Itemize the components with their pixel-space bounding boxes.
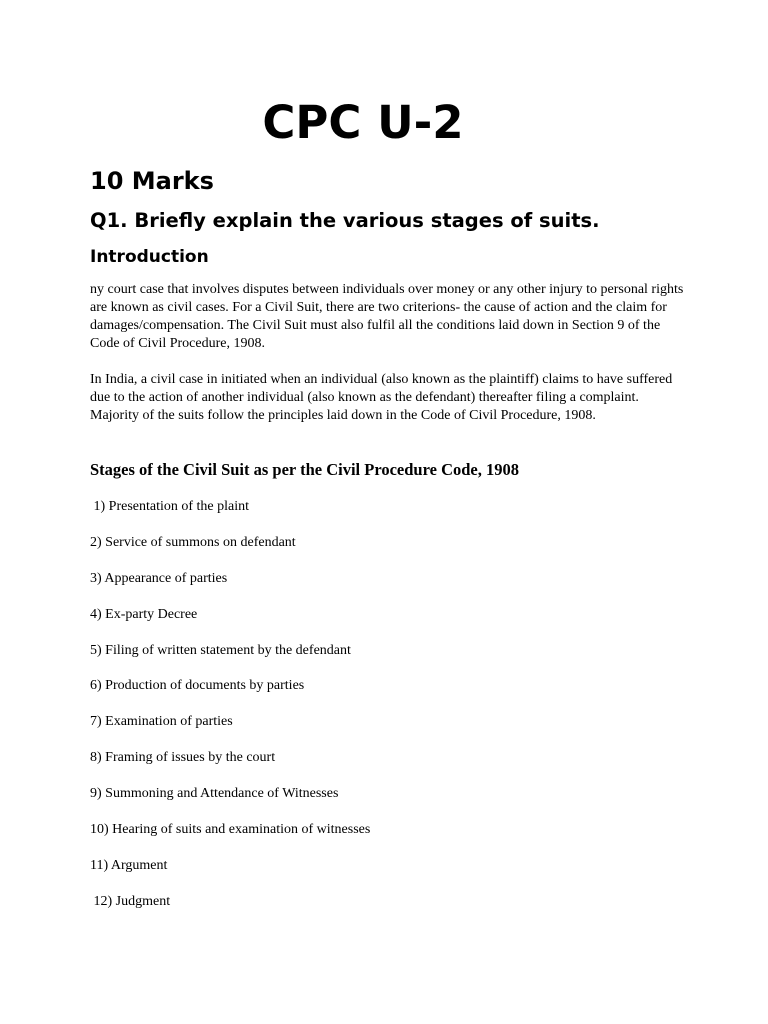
stage-item-1: 1) Presentation of the plaint (90, 499, 250, 514)
stage-item-3: 3) Appearance of parties (90, 570, 228, 586)
marks-heading: 10 Marks (90, 167, 214, 195)
stages-list (90, 497, 370, 928)
document-title: CPC U-2 (262, 96, 464, 149)
introduction-heading: Introduction (90, 247, 209, 267)
question-heading: Q1. Briefly explain the various stages of suits. (90, 209, 600, 232)
stages-heading: Stages of the Civil Suit as per the Civil Procedure Code, 1908 (90, 460, 519, 479)
stage-item-12: 12) Judgment (90, 893, 171, 909)
stage-item-2: 2) Service of summons on defendant (90, 534, 296, 550)
stage-item-9: 9) Summoning and Attendance of Witnesses (90, 786, 339, 802)
stage-item-10: 10) Hearing of suits and examination of witnesses (90, 822, 371, 838)
stage-item-4: 4) Ex-party Decree (90, 606, 198, 622)
intro-paragraph-2: In India, a civil case in initiated when an individual (also known as the plaintiff) claims to have suffered due to the action of another individual (also known as the defendant) thereafter filing a complaint. Majority of the suits follow the principles laid down in the Code of Civil Procedure, 1908. (90, 372, 673, 423)
stage-item-8: 8) Framing of issues by the court (90, 750, 276, 766)
intro-paragraph-1: ny court case that involves disputes between individuals over money or any other injury to personal rights are known as civil cases. For a Civil Suit, there are two criterions- the cause of action and the claim for damages/compensation. The Civil Suit must also fulfil all the conditions laid down in Section 9 of the Code of Civil Procedure, 1908. (90, 282, 684, 351)
stage-item-5: 5) Filing of written statement by the defendant (90, 642, 351, 658)
stage-item-6: 6) Production of documents by parties (90, 678, 305, 694)
stage-item-7: 7) Examination of parties (90, 714, 233, 730)
stage-item-11: 11) Argument (90, 857, 168, 873)
